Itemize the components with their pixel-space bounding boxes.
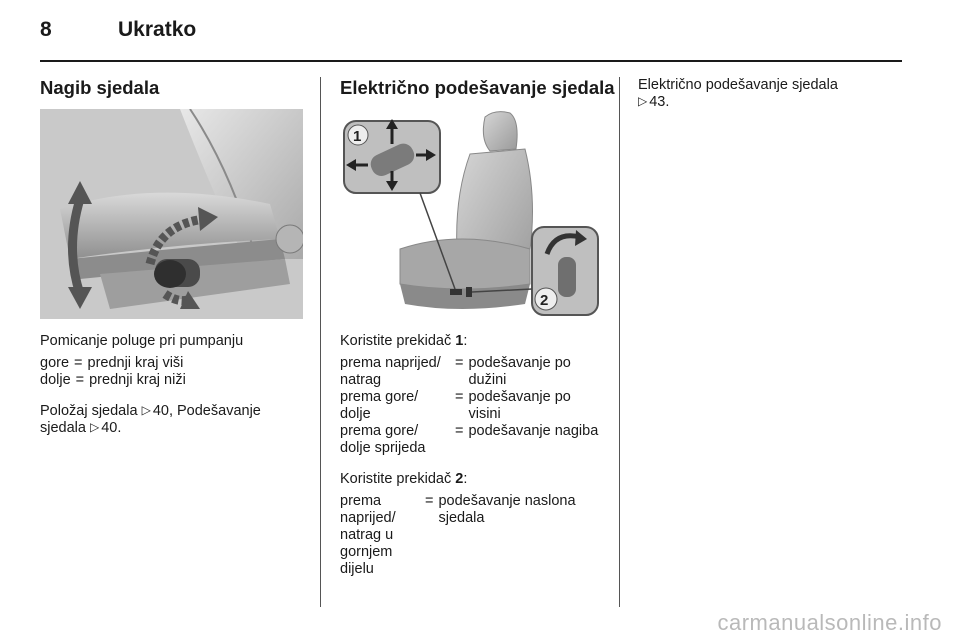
definition-desc: prednji kraj niži [89, 372, 186, 388]
definition-desc: podešavanje po visini [468, 389, 571, 422]
definition-desc: podešavanje nagiba [468, 423, 599, 439]
definition-row [40, 355, 305, 372]
watermark: carmanualsonline.info [717, 610, 942, 635]
callout-label-2: 2 [540, 292, 549, 309]
definition-term: dolje [40, 372, 71, 388]
definition-desc: podešavanje po dužini [468, 355, 571, 388]
page-reference-icon: ▷ [89, 420, 100, 434]
page-number: 8 [40, 18, 52, 41]
reference-end: . [117, 420, 122, 436]
intro-end: : [463, 471, 468, 487]
header-rule [40, 60, 902, 62]
definition-term: prema naprijed/ natrag [340, 355, 441, 388]
definition-row [340, 423, 602, 457]
section-title-electric-seat: Električno podešavanje sjedala [340, 77, 615, 98]
definition-term: prema gore/ dolje sprijeda [340, 423, 426, 456]
definition-term: prema naprijed/ natrag u gornjem dijelu [340, 493, 396, 577]
switch-1-intro [340, 333, 602, 350]
intro-text: Koristite prekidač [340, 471, 456, 487]
reference-page: 43 [649, 94, 666, 110]
column-seat-tilt [40, 77, 305, 437]
definition-eq: = [455, 389, 464, 405]
section-title-seat-tilt: Nagib sjedala [40, 77, 160, 98]
electric-seat-reference [638, 94, 900, 111]
chapter-title: Ukratko [118, 18, 197, 41]
column-reference [638, 77, 900, 111]
definition-row [340, 389, 602, 423]
electric-seat-illustration [340, 109, 603, 319]
switch-2-intro [340, 471, 602, 488]
switch-2-definition-list [340, 493, 602, 578]
electric-seat-reference-title: Električno podešavanje sjedala [638, 77, 838, 93]
definition-eq: = [455, 355, 464, 371]
page-header [40, 18, 902, 64]
reference-page: 40 [152, 403, 169, 419]
column-divider-2 [619, 77, 620, 607]
reference-end: . [665, 94, 670, 110]
switch-number: 2 [455, 471, 464, 487]
seat-tilt-drawing [40, 109, 303, 319]
column-divider-1 [320, 77, 321, 607]
definition-eq: = [75, 372, 85, 388]
tilt-definition-list [40, 355, 305, 389]
definition-term: prema gore/ dolje [340, 389, 419, 422]
definition-desc: prednji kraj viši [87, 355, 184, 371]
page-reference-icon: ▷ [638, 94, 648, 108]
definition-term: gore [40, 355, 70, 371]
seat-position-reference [40, 403, 305, 437]
page-reference-icon: ▷ [141, 403, 151, 417]
definition-eq: = [455, 423, 464, 439]
definition-row [40, 372, 305, 389]
lever-caption: Pomicanje poluge pri pumpanju [40, 333, 244, 349]
definition-eq: = [74, 355, 83, 371]
reference-text: , Podešavanje sjedala [40, 403, 261, 436]
reference-page: 40 [101, 420, 118, 436]
switch-1-definition-list [340, 355, 602, 457]
definition-row [340, 355, 602, 389]
electric-seat-drawing [340, 109, 603, 319]
seat-tilt-illustration [40, 109, 303, 319]
definition-eq: = [425, 493, 434, 509]
column-electric-seat [340, 77, 615, 578]
reference-text: Položaj sjedala [40, 403, 142, 419]
switch-number: 1 [455, 333, 464, 349]
definition-row [340, 493, 602, 578]
intro-end: : [463, 333, 468, 349]
intro-text: Koristite prekidač [340, 333, 456, 349]
definition-desc: podešavanje naslona sjedala [438, 493, 576, 526]
callout-label-1: 1 [353, 128, 362, 145]
